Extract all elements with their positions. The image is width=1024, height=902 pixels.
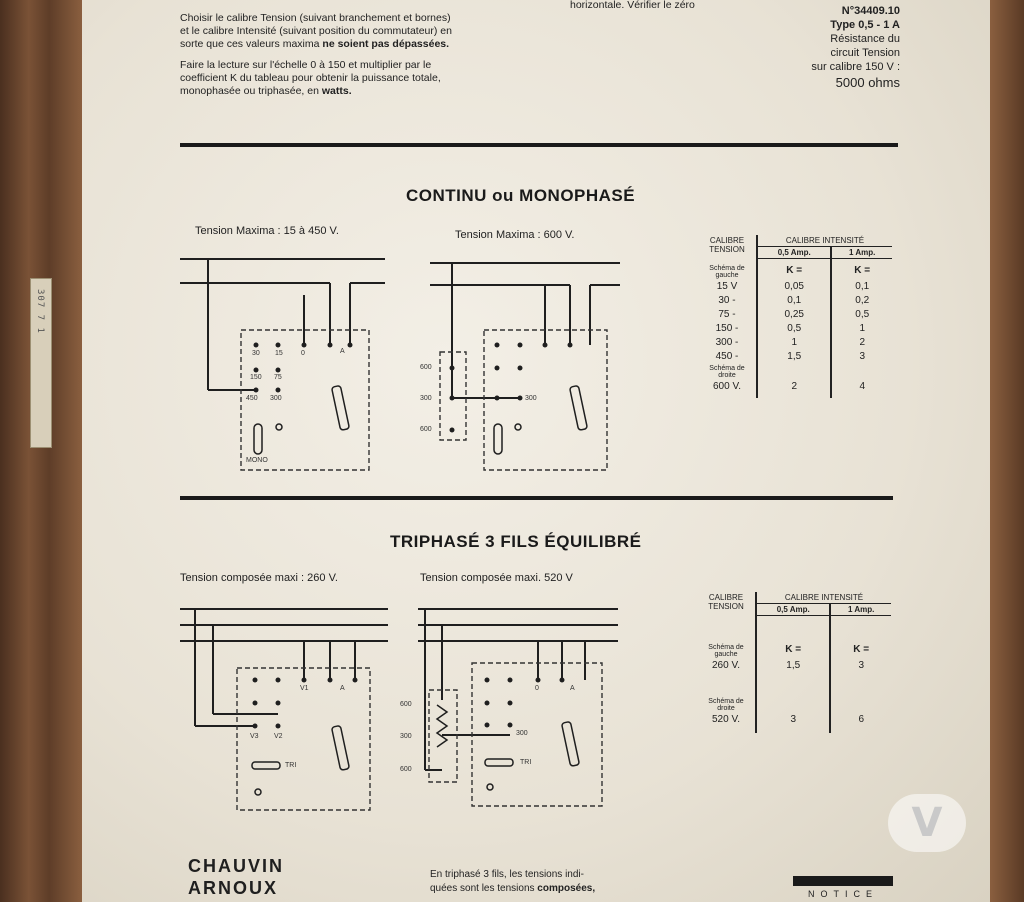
table2-row520-v: 520 V. xyxy=(697,713,756,733)
table1-cell-b: 2 xyxy=(859,336,865,348)
table1-row600-v: 600 V. xyxy=(698,380,757,398)
intro-line-2: et le calibre Intensité (suivant position du commutateur) en xyxy=(180,25,452,37)
table1-cell-a: 1 xyxy=(757,336,831,350)
table1-header-tension: CALIBRE TENSION xyxy=(698,235,757,259)
table1-header-intensite: CALIBRE INTENSITÉ xyxy=(757,235,892,247)
table2-header-05a: 0,5 Amp. xyxy=(756,604,830,616)
intro-line-3a: sorte que ces valeurs maxima xyxy=(180,38,323,50)
table1-cell-a: 0,05 xyxy=(757,280,831,294)
caption-right-triphase: Tension composée maxi. 520 V xyxy=(420,572,573,584)
table1-cell-v: 75 - xyxy=(698,308,757,322)
intro-line-3b: ne soient pas dépassées. xyxy=(322,38,450,50)
footnote-line-1: En triphasé 3 fils, les tensions indi- xyxy=(430,869,584,880)
table2-header-intensite: CALIBRE INTENSITÉ xyxy=(756,592,891,604)
table1-schema-gauche: Schéma de gauche xyxy=(698,259,757,280)
terminal-label-300-tri: 300 xyxy=(400,733,412,740)
terminal-label-300-tri-box: 300 xyxy=(516,730,528,737)
footnote-line-2b: composées, xyxy=(537,883,596,894)
notice-label xyxy=(793,876,893,902)
table1-row xyxy=(698,280,892,294)
table2-schema-gauche: Schéma de gauche xyxy=(697,616,756,659)
intro-line-1: Choisir le calibre Tension (suivant branchement et bornes) xyxy=(180,12,451,24)
table1-header-1a: 1 Amp. xyxy=(831,247,892,259)
table1-cell-b: 0,2 xyxy=(855,294,870,306)
terminal-label-v1: V1 xyxy=(300,685,309,692)
table1-cell-v: 450 - xyxy=(698,350,757,364)
table1-row xyxy=(698,322,892,336)
caption-right-monophase: Tension Maxima : 600 V. xyxy=(455,229,575,241)
table1-row600-b: 4 xyxy=(859,380,865,392)
terminal-label-a-tri-right: A xyxy=(570,685,575,692)
table1-header-05a: 0,5 Amp. xyxy=(757,247,831,259)
terminal-label-600-tri-low: 600 xyxy=(400,766,412,773)
table1-cell-v: 150 - xyxy=(698,322,757,336)
table1-cell-a: 0,1 xyxy=(757,294,831,308)
resistance-line-1: Résistance du xyxy=(830,33,900,45)
coefficient-table-triphase xyxy=(697,592,891,733)
table2-k-label-b: K = xyxy=(853,644,870,655)
footnote-text xyxy=(430,868,595,896)
table1-rows xyxy=(698,280,892,364)
table1-cell-a: 1,5 xyxy=(757,350,831,364)
coefficient-table-monophase xyxy=(698,235,892,398)
caption-left-monophase: Tension Maxima : 15 à 450 V. xyxy=(195,225,339,237)
table2-row260-b: 3 xyxy=(858,659,864,671)
table1-row xyxy=(698,350,892,364)
terminal-label-600-tri: 600 xyxy=(400,701,412,708)
caption-left-triphase: Tension composée maxi : 260 V. xyxy=(180,572,338,584)
instrument-type: Type 0,5 - 1 A xyxy=(830,19,900,31)
notice-bar xyxy=(793,876,893,886)
resistance-value: 5000 ohms xyxy=(835,75,900,90)
terminal-label-v2: V2 xyxy=(274,733,283,740)
tri-label-right: TRI xyxy=(520,759,532,766)
intro-line-6a: monophasée ou triphasée, en xyxy=(180,85,322,97)
terminal-label-a: A xyxy=(340,348,345,355)
table1-cell-a: 0,25 xyxy=(757,308,831,322)
terminal-label-15: 15 xyxy=(275,350,283,357)
table1-cell-b: 3 xyxy=(859,350,865,362)
inventory-tag-text: 307 7 1 xyxy=(35,289,45,334)
terminal-label-300-box: 300 xyxy=(525,395,537,402)
table2-row260-a: 1,5 xyxy=(756,659,830,672)
terminal-label-450: 450 xyxy=(246,395,258,402)
table2-row520-b: 6 xyxy=(858,713,864,725)
table1-k-label-b: K = xyxy=(854,265,871,276)
footnote-line-2 xyxy=(430,882,595,896)
table1-cell-v: 30 - xyxy=(698,294,757,308)
terminal-label-300: 300 xyxy=(270,395,282,402)
terminal-label-0-tri: 0 xyxy=(535,685,539,692)
section-heading-monophase: CONTINU ou MONOPHASÉ xyxy=(406,186,636,205)
terminal-label-0: 0 xyxy=(301,350,305,357)
section-heading-triphase: TRIPHASÉ 3 FILS ÉQUILIBRÉ xyxy=(390,532,642,551)
notice-text: NOTICE xyxy=(807,889,878,899)
intro-line-0: horizontale. Vérifier le zéro xyxy=(570,0,695,11)
mono-label-left: MONO xyxy=(246,457,268,464)
middle-divider xyxy=(180,496,893,500)
terminal-label-a-tri: A xyxy=(340,685,345,692)
intro-line-4: Faire la lecture sur l'échelle 0 à 150 et multiplier par le xyxy=(180,59,432,71)
resistance-line-2: circuit Tension xyxy=(830,47,900,59)
table2-schema-droite: Schéma de droite xyxy=(697,672,756,713)
table2-row520-a: 3 xyxy=(756,713,830,733)
terminal-label-150: 150 xyxy=(250,374,262,381)
footnote-line-2a: quées sont les tensions xyxy=(430,883,538,894)
table2-header-1a: 1 Amp. xyxy=(830,604,891,616)
table2-k-label-a: K = xyxy=(756,616,830,659)
terminal-label-75: 75 xyxy=(274,374,282,381)
brand-line-2: ARNOUX xyxy=(188,878,279,898)
table1-cell-v: 15 V xyxy=(698,280,757,294)
serial-number: N°34409.10 xyxy=(841,5,900,17)
terminal-label-300-right: 300 xyxy=(420,395,432,402)
table1-k-label-a: K = xyxy=(757,259,831,280)
table1-row xyxy=(698,336,892,350)
terminal-label-v3: V3 xyxy=(250,733,259,740)
terminal-label-30: 30 xyxy=(252,350,260,357)
intro-line-6b: watts. xyxy=(321,85,352,97)
terminal-label-600: 600 xyxy=(420,364,432,371)
table2-row260-v: 260 V. xyxy=(697,659,756,672)
table1-cell-a: 0,5 xyxy=(757,322,831,336)
resistance-line-3: sur calibre 150 V : xyxy=(811,61,900,73)
table1-cell-b: 0,1 xyxy=(855,280,870,292)
table1-cell-v: 300 - xyxy=(698,336,757,350)
table1-row600-a: 2 xyxy=(757,380,831,398)
brand-line-1: CHAUVIN xyxy=(188,856,285,876)
terminal-label-600-low: 600 xyxy=(420,426,432,433)
intro-line-5: coefficient K du tableau pour obtenir la puissance totale, xyxy=(180,72,441,84)
tri-label-left: TRI xyxy=(285,762,297,769)
table1-schema-droite: Schéma de droite xyxy=(698,364,757,380)
table1-row xyxy=(698,294,892,308)
table2-header-tension: CALIBRE TENSION xyxy=(697,592,756,616)
watermark-logo: V xyxy=(888,794,966,852)
table1-row xyxy=(698,308,892,322)
brand-logo xyxy=(188,855,284,899)
table1-cell-b: 0,5 xyxy=(855,308,870,320)
table1-cell-b: 1 xyxy=(859,322,865,334)
